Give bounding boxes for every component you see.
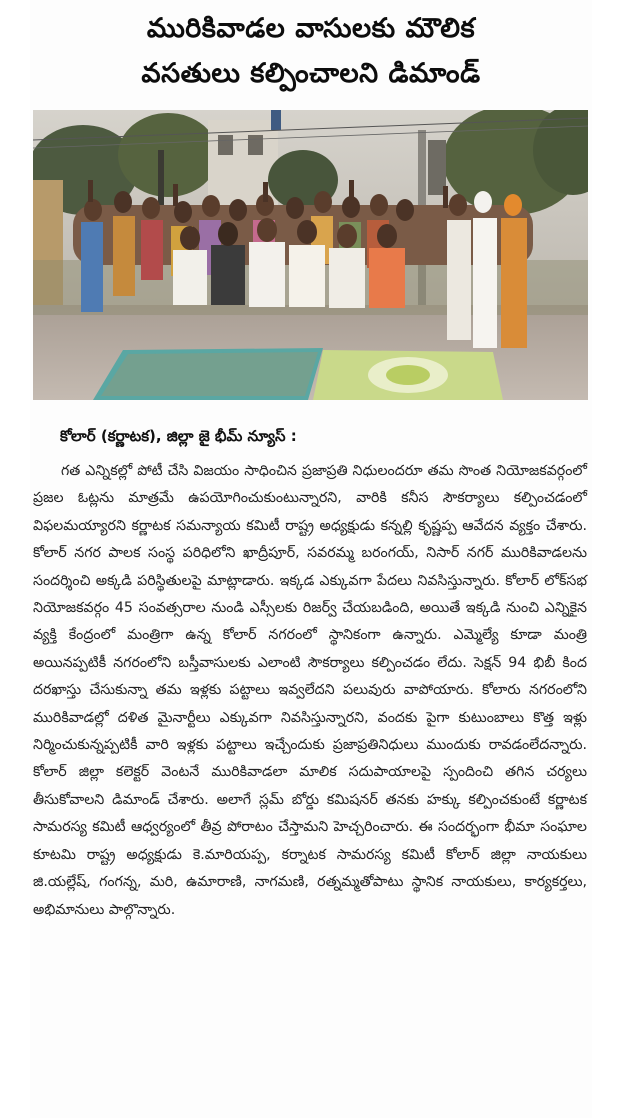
headline xyxy=(30,0,592,96)
protest-photo xyxy=(33,110,588,400)
headline-line-2: వసతులు కల్పించాలని డిమాండ్ xyxy=(141,58,481,89)
article-body: గత ఎన్నికల్లో పోటీ చేసి విజయం సాధించిన ప్రజాప్రతి నిధులందరూ తమ సొంత నియోజకవర్గంలో ప్రజల ఓట్లను మాత్రమే ఉపయోగించుకుంటున్నారని, వారికి కనీస సౌకర్యాలు కల్పించడంలో విఫలమయ్యారని కర్ణాటక సమన్యాయ కమిటీ రాష్ట్ర అధ్యక్షుడు కన్నల్లి కృష్ణప్ప ఆవేదన వ్యక్తం చేశారు. కోలార్ నగర పాలక సంస్థ పరిధిలోని ఖాద్రీపూర్, సవరమ్మ బరంగయ్, నిసార్ నగర్ మురికివాడలను సందర్శించి అక్కడి పరిస్థితులపై మాట్లాడారు. ఇక్కడ ఎక్కువగా పేదలు నివసిస్తున్నారు. కోలార్ లోక్‌సభ నియోజకవర్గం 45 సంవత్సరాల నుండి ఎస్సీలకు రిజర్వ్ చేయబడింది, అయితే ఇక్కడి నుంచి ఎన్నికైన వ్యక్తి కేంద్రంలో మంత్రిగా ఉన్న కోలార్ నగరంలో స్థానికంగా ఉన్నారు. ఎమ్మెల్యే కూడా మంత్రి అయినప్పటికీ నగరంలోని బస్తీవాసులకు ఎలాంటి సౌకర్యాలు కల్పించడం లేదు. సెక్షన్ 94 భిబీ కింద దరఖాస్తు చేసుకున్నా తమ ఇళ్లకు పట్టాలు ఇవ్వలేదని పలువురు వాపోయారు. కోలారు నగరంలోని మురికివాడల్లో దళిత మైనార్టీలు ఎక్కువగా నివసిస్తున్నారని, వందకు పైగా కుటుంబాలు కొత్త ఇళ్లు నిర్మించుకున్నప్పటికీ వారి ఇళ్లకు పట్టాలు ఇచ్చేందుకు ప్రజాప్రతినిధులు ముందుకు రావడంలేదన్నారు. కోలార్ జిల్లా కలెక్టర్ వెంటనే మురికివాడలా మాలిక సదుపాయాలపై స్పందించి తగిన చర్యలు తీసుకోవాలని డిమాండ్ చేశారు. అలాగే స్లమ్ బోర్డు కమిషనర్ తనకు హక్కు కల్పించకుంటే కర్ణాటక సామరస్య కమిటీ ఆధ్వర్యంలో తీవ్ర పోరాటం చేస్తామని హెచ్చరించారు. ఈ సందర్భంగా భీమా సంఘాల కూటమి రాష్ట్ర అధ్యక్షుడు కె.మారియప్ప, కర్నాటక సామరస్య కమిటీ కోలార్ జిల్లా నాయకులు జి.యల్లేష్, గంగన్న, మరి, ఉమారాణి, నాగమణి, రత్నమ్మతోపాటు స్థానిక నాయకులు, కార్యకర్తలు, అభిమానులు పాల్గొన్నారు. xyxy=(33,463,587,918)
headline-line-1: మురికివాడల వాసులకు మౌలిక xyxy=(146,13,476,44)
dateline: కోలార్ (కర్ణాటక), జిల్లా జై భీమ్ న్యూస్ : xyxy=(60,427,297,445)
news-clipping xyxy=(30,0,592,1118)
